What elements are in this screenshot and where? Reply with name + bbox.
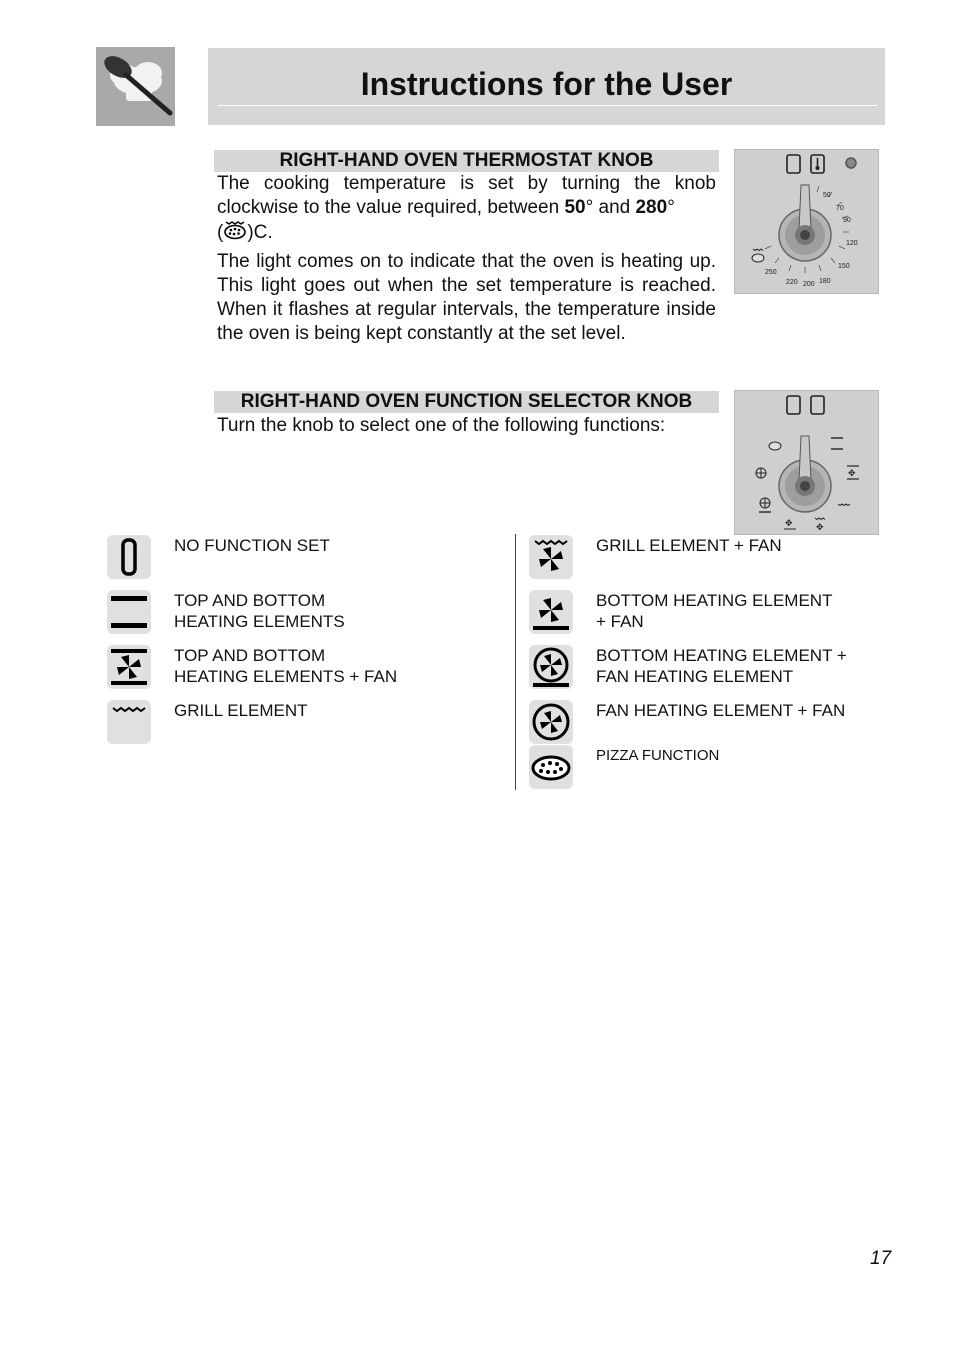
ring-fan-icon [529,700,573,744]
bottom-fan-icon [529,590,573,634]
thermostat-heading: RIGHT-HAND OVEN THERMOSTAT KNOB [214,150,719,172]
selector-heading: RIGHT-HAND OVEN FUNCTION SELECTOR KNOB [214,391,719,413]
svg-text:✥: ✥ [848,468,856,478]
top-bottom-heat-icon [107,590,151,634]
function-label: NO FUNCTION SET [174,536,330,555]
svg-text:✥: ✥ [816,522,824,532]
header-rule [218,105,877,106]
grill-icon [107,700,151,744]
header-bar [208,48,885,125]
thermostat-text-c: ° [667,197,675,218]
dial-label-250: 250 [765,269,777,276]
function-label: BOTTOM HEATING ELEMENT + FAN HEATING ELEMENT [596,646,847,686]
temp-min: 50 [564,197,586,218]
top-bottom-fan-icon [107,645,151,689]
function-label: GRILL ELEMENT + FAN [596,536,782,555]
thermostat-paragraph-1 [217,172,716,247]
thermostat-text-d: ( [217,222,224,243]
thermostat-text-a: The cooking temperature is set by turning the knob clockwise to the value required, between [217,173,716,218]
bottom-ring-fan-icon [529,645,573,689]
thermostat-paragraph-2: The light comes on to indicate that the oven is heating up. This light goes out when the set temperature is reached. When it flashes at regular intervals, the temperature inside the oven is being kept constantly at the set level. [217,251,716,344]
dial-label-50: 50 [823,192,831,199]
function-label: GRILL ELEMENT [174,701,308,720]
dial-label-120: 120 [846,240,858,247]
dial-label-220: 220 [786,279,798,286]
temp-max: 280 [635,197,668,218]
svg-text:✥: ✥ [785,518,793,528]
function-label: BOTTOM HEATING ELEMENT + FAN [596,591,833,631]
function-label: TOP AND BOTTOM HEATING ELEMENTS [174,591,345,631]
dial-label-200: 200 [803,281,815,288]
function-label: FAN HEATING ELEMENT + FAN [596,701,846,720]
selector-knob-image [734,390,879,535]
function-label: PIZZA FUNCTION [596,747,720,764]
chef-spoon-logo [96,47,175,126]
dial-label-180: 180 [819,278,831,285]
dial-label-90: 90 [843,217,851,224]
pizza-inline-icon [223,220,247,247]
function-label: TOP AND BOTTOM HEATING ELEMENTS + FAN [174,646,398,686]
page-title: Instructions for the User [360,66,733,102]
dial-label-70: 70 [836,205,844,212]
dial-label-150: 150 [838,263,850,270]
pizza-icon [529,745,573,789]
thermostat-knob-image [734,149,879,294]
oven-off-icon [107,535,151,579]
selector-paragraph: Turn the knob to select one of the following functions: [217,415,666,436]
grill-fan-icon [529,535,573,579]
page-number: 17 [870,1248,892,1269]
thermostat-text-e: )C. [247,222,273,243]
thermostat-text-b: ° and [585,197,636,218]
column-divider [515,534,516,790]
